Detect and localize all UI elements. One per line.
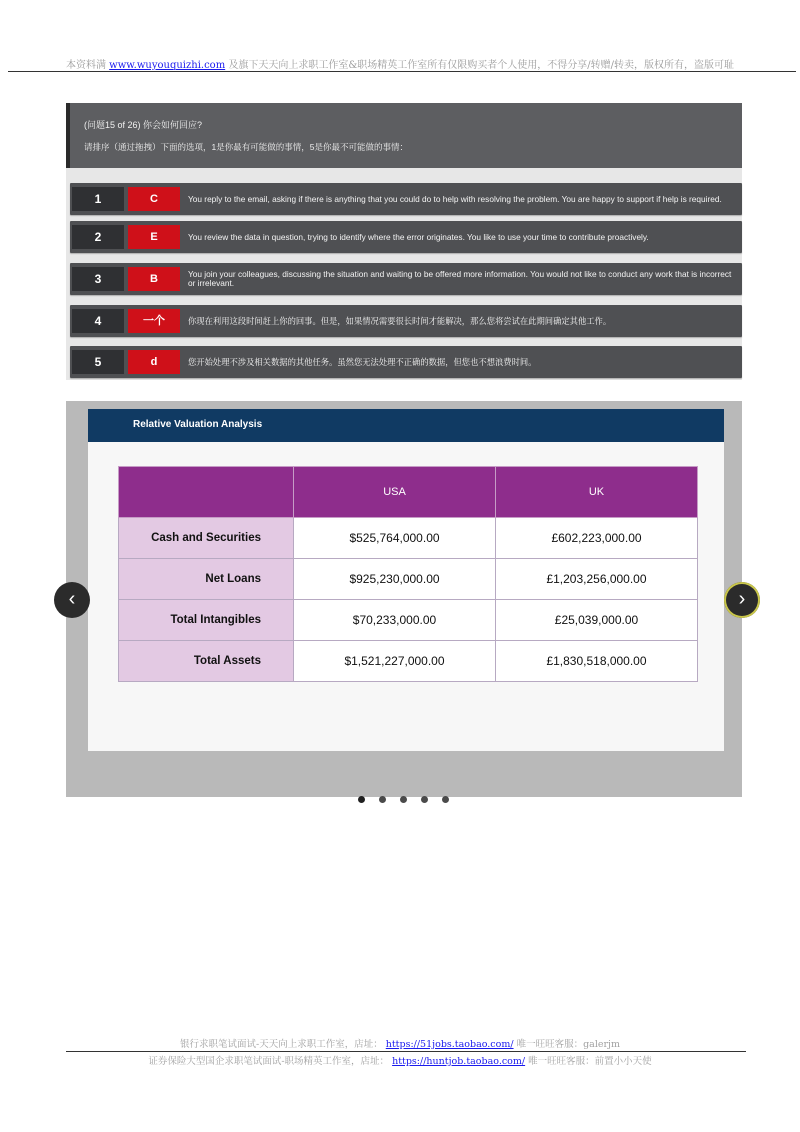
row-label: Net Loans xyxy=(119,559,294,600)
rank-option-text: You reply to the email, asking if there is anything that you could do to help with resolving the problem. You are happy to support if help is required. xyxy=(188,193,722,204)
footer-divider xyxy=(66,1051,746,1052)
header-notice xyxy=(0,56,800,71)
column-header-empty xyxy=(119,467,294,518)
question-header xyxy=(66,103,742,168)
header-prefix: 本资料满 xyxy=(65,60,106,71)
rank-option-letter: B xyxy=(128,267,180,291)
rank-row-1[interactable] xyxy=(70,183,742,215)
ranking-question-panel xyxy=(66,103,742,380)
rank-number: 4 xyxy=(72,309,124,333)
row-label: Total Intangibles xyxy=(119,600,294,641)
slide-title-bar xyxy=(88,409,724,442)
rank-number: 2 xyxy=(72,225,124,249)
footer-line-1 xyxy=(0,1036,800,1050)
carousel-dot[interactable] xyxy=(400,796,407,803)
uk-value: £602,223,000.00 xyxy=(496,518,698,559)
footer-prefix: 银行求职笔试面试-天天向上求职工作室，店址： xyxy=(180,1039,383,1050)
chevron-left-icon: ‹ xyxy=(68,588,76,610)
rank-row-3[interactable] xyxy=(70,263,742,295)
carousel-pagination xyxy=(358,796,458,804)
usa-value: $70,233,000.00 xyxy=(294,600,496,641)
row-label: Cash and Securities xyxy=(119,518,294,559)
column-header-usa: USA xyxy=(294,467,496,518)
header-link[interactable]: www.wuyouquizhi.com xyxy=(109,60,226,71)
rank-row-5[interactable] xyxy=(70,346,742,378)
rank-option-letter: d xyxy=(128,350,180,374)
header-suffix: 及旗下天天向上求职工作室&职场精英工作室所有仅限购买者个人使用，不得分享/转赠/转卖，版权所有，盗版可耻 xyxy=(228,60,735,71)
table-row xyxy=(119,518,698,559)
footer-link-huntjob[interactable]: https://huntjob.taobao.com/ xyxy=(392,1056,526,1067)
footer-link-51jobs[interactable]: https://51jobs.taobao.com/ xyxy=(385,1039,514,1050)
footer-prefix: 证券保险大型国企求职笔试面试-职场精英工作室，店址： xyxy=(148,1056,390,1067)
slide-title: Relative Valuation Analysis xyxy=(133,419,263,430)
question-instruction: 请排序（通过拖拽）下面的选项，1是你最有可能做的事情，5是你最不可能做的事情： xyxy=(84,142,408,152)
footer-suffix: 唯一旺旺客服：前置小小天使 xyxy=(528,1056,652,1067)
table-row xyxy=(119,559,698,600)
rank-row-2[interactable] xyxy=(70,221,742,253)
rank-number: 5 xyxy=(72,350,124,374)
chevron-right-icon: › xyxy=(738,588,746,610)
carousel-dot[interactable] xyxy=(421,796,428,803)
table-row xyxy=(119,600,698,641)
rank-option-letter: E xyxy=(128,225,180,249)
footer-suffix: 唯一旺旺客服：galerjm xyxy=(516,1039,620,1050)
rank-number: 1 xyxy=(72,187,124,211)
valuation-table xyxy=(118,466,698,682)
carousel-dot[interactable] xyxy=(358,796,365,803)
row-label: Total Assets xyxy=(119,641,294,682)
prev-slide-button[interactable] xyxy=(54,582,90,618)
footer-line-2 xyxy=(0,1053,800,1067)
rank-option-text: You join your colleagues, discussing the situation and waiting to be offered more information. You would not like to conduct any work that is incorrect or irrelevant. xyxy=(188,269,732,288)
header-divider xyxy=(8,71,796,72)
rank-option-text: 您开始处理不涉及相关数据的其他任务。虽然您无法处理不正确的数据，但您也不想浪费时间。 xyxy=(188,356,537,367)
rank-option-letter: 一个 xyxy=(128,309,180,333)
uk-value: £25,039,000.00 xyxy=(496,600,698,641)
usa-value: $525,764,000.00 xyxy=(294,518,496,559)
carousel-dot[interactable] xyxy=(442,796,449,803)
uk-value: £1,203,256,000.00 xyxy=(496,559,698,600)
table-header-row xyxy=(119,467,698,518)
carousel-dot[interactable] xyxy=(379,796,386,803)
rank-row-4[interactable] xyxy=(70,305,742,337)
column-header-uk: UK xyxy=(496,467,698,518)
rank-option-text: You review the data in question, trying to identify where the error originates. You like to use your time to contribute proactively. xyxy=(188,231,649,242)
slide-carousel xyxy=(66,401,746,797)
question-title: (问题15 of 26) 你会如何回应? xyxy=(84,120,203,130)
usa-value: $1,521,227,000.00 xyxy=(294,641,496,682)
uk-value: £1,830,518,000.00 xyxy=(496,641,698,682)
table-row xyxy=(119,641,698,682)
rank-option-text: 你现在利用这段时间赶上你的回事。但是，如果情况需要很长时间才能解决，那么您将尝试在此期间确定其他工作。 xyxy=(188,315,612,326)
rank-option-letter: C xyxy=(128,187,180,211)
next-slide-button[interactable] xyxy=(724,582,760,618)
usa-value: $925,230,000.00 xyxy=(294,559,496,600)
rank-number: 3 xyxy=(72,267,124,291)
valuation-slide xyxy=(88,409,724,751)
